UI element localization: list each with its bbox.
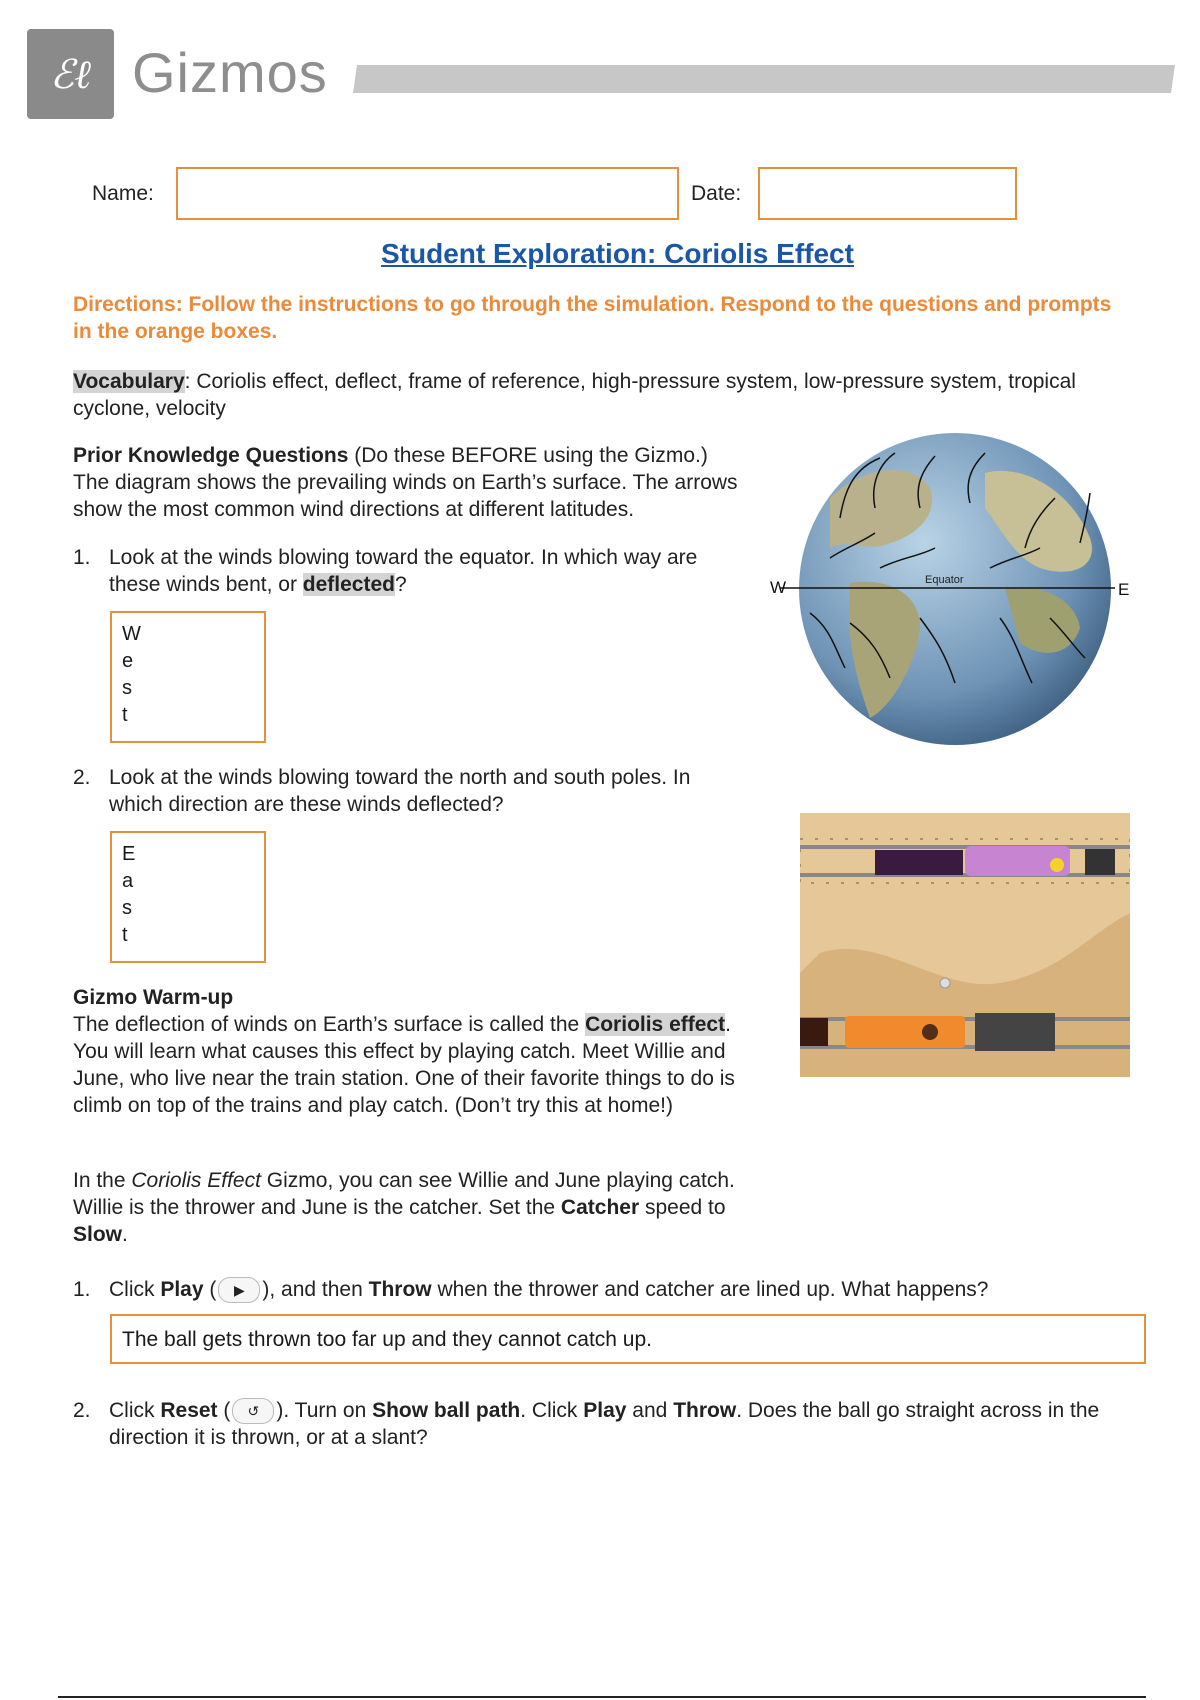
header-bar bbox=[353, 65, 1175, 93]
answer-letter: e bbox=[122, 650, 134, 672]
east-label: E bbox=[1118, 580, 1130, 599]
play-icon: ▶ bbox=[218, 1277, 260, 1303]
question-text: . Does the ball go straight across in the direction it is thrown, or at a slant? bbox=[109, 1399, 1100, 1450]
directions: Directions: Follow the instructions to go through the simulation. Respond to the questions and prompts in the orange boxes. bbox=[73, 293, 1112, 343]
warmup-question-1 bbox=[73, 1276, 1153, 1303]
question-text: Click bbox=[109, 1399, 161, 1422]
page-title: Student Exploration: Coriolis Effect bbox=[381, 238, 854, 269]
vocabulary bbox=[73, 368, 1133, 422]
prior-heading: Prior Knowledge Questions bbox=[73, 444, 349, 467]
catcher-figure bbox=[1050, 858, 1064, 872]
question-text: Look at the winds blowing toward the equator. In which way are these winds bent, or bbox=[109, 546, 698, 596]
question-text: ), and then bbox=[262, 1278, 369, 1301]
answer-box-2[interactable] bbox=[110, 831, 266, 963]
show-ball-path-term: Show ball path bbox=[372, 1399, 521, 1422]
answer-letter: W bbox=[122, 623, 141, 645]
play-term: Play bbox=[583, 1399, 627, 1422]
question-text: Look at the winds blowing toward the north and south poles. In which direction are these winds deflected? bbox=[109, 766, 691, 816]
question-number: 1. bbox=[73, 1278, 91, 1301]
prior-question-1 bbox=[73, 544, 743, 598]
warmup-text: In the bbox=[73, 1169, 132, 1192]
question-text: Click bbox=[109, 1278, 161, 1301]
name-field[interactable] bbox=[176, 167, 679, 220]
warmup-question-2 bbox=[73, 1397, 1153, 1451]
date-field[interactable] bbox=[758, 167, 1017, 220]
name-label: Name: bbox=[92, 182, 154, 205]
answer-letter: E bbox=[122, 843, 136, 865]
question-number: 1. bbox=[73, 546, 91, 569]
play-term: Play bbox=[160, 1278, 204, 1301]
question-text: . Click bbox=[520, 1399, 584, 1422]
bottom-train-car-orange bbox=[845, 1016, 965, 1048]
answer-box-1[interactable] bbox=[110, 611, 266, 743]
warmup-heading: Gizmo Warm-up bbox=[73, 986, 234, 1009]
warmup-instructions bbox=[73, 1167, 753, 1248]
warmup-text: The deflection of winds on Earth’s surface is called the bbox=[73, 1013, 586, 1036]
answer-letter: t bbox=[122, 704, 128, 726]
question-number: 2. bbox=[73, 1399, 91, 1422]
question-end: ? bbox=[394, 573, 407, 596]
train-simulation-image bbox=[800, 813, 1130, 1077]
prior-knowledge bbox=[73, 442, 753, 523]
bottom-car-dark bbox=[800, 1018, 828, 1046]
bottom-engine bbox=[975, 1013, 1055, 1051]
question-text: and bbox=[626, 1399, 674, 1422]
prior-heading-note: (Do these BEFORE using the Gizmo.) bbox=[348, 444, 708, 467]
reset-icon: ↺ bbox=[232, 1398, 274, 1424]
logo-mark: ℰℓ bbox=[50, 51, 91, 98]
slow-term: Slow bbox=[73, 1223, 123, 1246]
gizmos-logo bbox=[27, 29, 114, 119]
warmup-text: . bbox=[122, 1223, 128, 1246]
answer-letter: s bbox=[122, 677, 132, 699]
answer-letter: a bbox=[122, 870, 134, 892]
deflected-term: deflected bbox=[302, 573, 395, 596]
throw-term: Throw bbox=[368, 1278, 432, 1301]
warmup-section bbox=[73, 984, 753, 1119]
globe-wind-diagram bbox=[770, 428, 1130, 748]
ball bbox=[940, 978, 950, 988]
page-bottom-rule bbox=[58, 1696, 1146, 1698]
gizmo-name: Coriolis Effect bbox=[131, 1169, 261, 1192]
question-text: ( bbox=[217, 1399, 231, 1422]
answer-box-3[interactable]: The ball gets thrown too far up and they cannot catch up. bbox=[110, 1314, 1146, 1364]
top-train-car-dark bbox=[875, 850, 963, 875]
warmup-text: . You will learn what causes this effect by playing catch. Meet Willie and June, who live near the train station. One of their favorite things to do is climb on top of the trains and play catch. (Don’t try this at home!) bbox=[73, 1013, 735, 1117]
vocabulary-terms: : Coriolis effect, deflect, frame of reference, high-pressure system, low-pressure system, tropical cyclone, velocity bbox=[73, 370, 1076, 420]
prior-intro: The diagram shows the prevailing winds on Earth’s surface. The arrows show the most common wind directions at different latitudes. bbox=[73, 471, 738, 521]
catcher-term: Catcher bbox=[560, 1196, 640, 1219]
warmup-text: Gizmo, you can see Willie and June playing catch. Willie is the thrower and June is the catcher. Set the bbox=[73, 1169, 735, 1219]
question-text: ). Turn on bbox=[276, 1399, 373, 1422]
globe-ocean bbox=[799, 433, 1111, 745]
answer-letter: t bbox=[122, 924, 128, 946]
question-text: ( bbox=[203, 1278, 217, 1301]
vocabulary-label: Vocabulary bbox=[73, 370, 185, 393]
brand-name: Gizmos bbox=[132, 41, 328, 104]
answer-letter: s bbox=[122, 897, 132, 919]
thrower-figure bbox=[922, 1024, 938, 1040]
date-label: Date: bbox=[691, 182, 742, 205]
question-number: 2. bbox=[73, 766, 91, 789]
west-label: W bbox=[770, 578, 787, 597]
warmup-text: speed to bbox=[639, 1196, 726, 1219]
equator-label: Equator bbox=[925, 574, 964, 586]
reset-term: Reset bbox=[160, 1399, 218, 1422]
top-engine bbox=[1085, 849, 1115, 875]
prior-question-2 bbox=[73, 764, 743, 818]
coriolis-term: Coriolis effect bbox=[585, 1013, 726, 1036]
question-text: when the thrower and catcher are lined up. What happens? bbox=[431, 1278, 989, 1301]
throw-term: Throw bbox=[673, 1399, 737, 1422]
